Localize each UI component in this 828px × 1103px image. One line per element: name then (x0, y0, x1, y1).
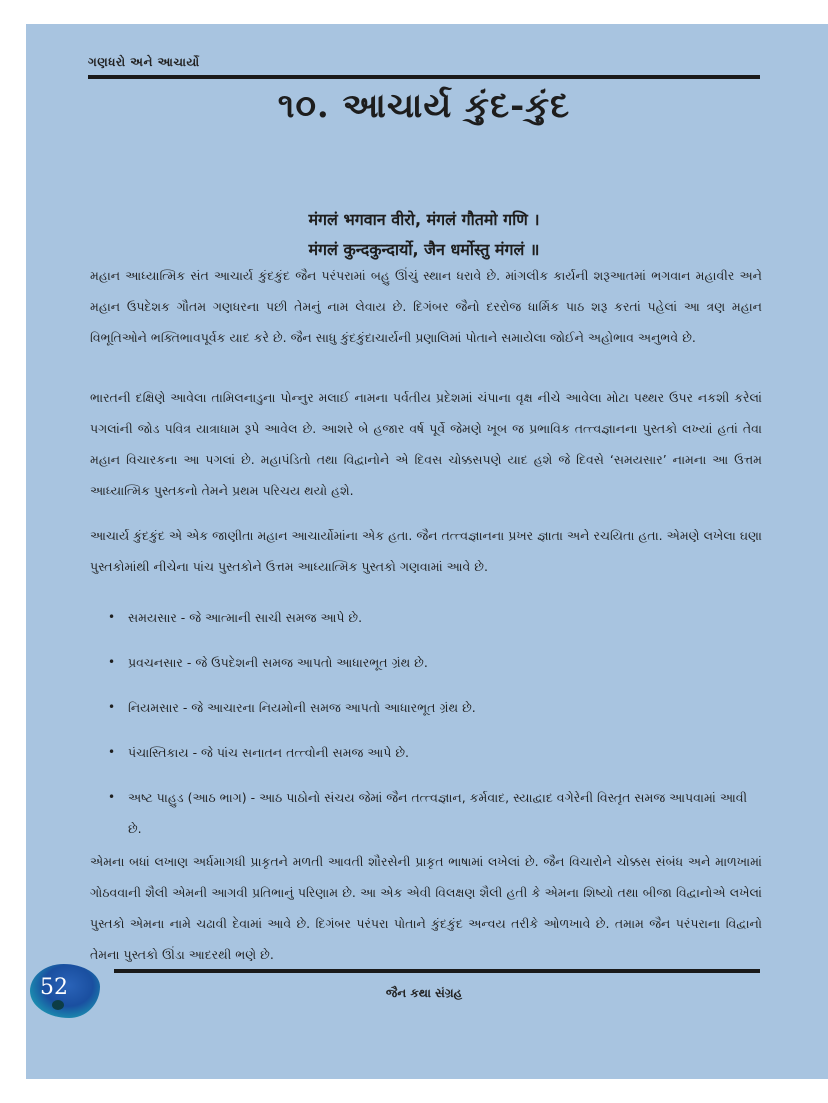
list-item (106, 602, 756, 633)
bullet-icon: • (108, 790, 116, 804)
paragraph-intro: મહાન આધ્યાત્મિક સંત આચાર્ય કુંદકુંદ જૈન પરંપરામાં બહુ ઊંચું સ્થાન ધરાવે છે. માંગલીક કાર્યની શરૂઆતમાં ભગવાન મહાવીર અને મહાન ઉપદેશક ગૌતમ ગણધરના પછી તેમનું નામ લેવાય છે. દિગંબર જૈનો દરરોજ ધાર્મિક પાઠ શરૂ કરતાં પહેલાં આ ત્રણ મહાન વિભૂતિઓને ભક્તિભાવપૂર્વક યાદ કરે છે. જૈન સાધુ કુંદકુંદાચાર્યની પ્રણાલિમાં પોતાને સમાયેલા જોઈને અહોભાવ અનુભવે છે. (90, 268, 762, 345)
paragraph-writing-style: એમના બધાં લખાણ અર્ધમાગધી પ્રાકૃતને મળતી આવતી શૌરસેની પ્રાકૃત ભાષામાં લખેલાં છે. જૈન વિચારોને ચોક્કસ સંબંધ અને માળખામાં ગોઠવવાની શૈલી એમની આગવી પ્રતિભાનું પરિણામ છે. આ એક એવી વિલક્ષણ શૈલી હતી કે એમના શિષ્યો તથા બીજા વિદ્વાનોએ લખેલાં પુસ્તકો એમના નામે ચઢાવી દેવામાં આવે છે. દિગંબર પરંપરા પોતાને કુંદકુંદ અન્વય તરીકે ઓળખાવે છે. તમામ જૈન પરંપરાના વિદ્વાનો તેમના પુસ્તકો ઊંડા આદરથી ભણે છે. (90, 854, 762, 962)
chapter-title: ૧૦. આચાર્ય કુંદ-કુંદ (277, 86, 571, 126)
section-header-label: ગણધરો અને આચાર્યો (88, 55, 200, 69)
list-item-text: નિયમસાર - જે આચારના નિયમોની સમજ આપતો આધારભૂત ગ્રંથ છે. (128, 700, 476, 715)
list-item-text: પંચાસ્તિકાય - જે પાંચ સનાતન તત્ત્વોની સમજ આપે છે. (128, 745, 409, 760)
list-item (106, 647, 756, 678)
list-item (106, 737, 756, 768)
book-list (106, 602, 756, 858)
paragraph-footprints: ભારતની દક્ષિણે આવેલા તામિલનાડુના પોન્નુર મલાઈ નામના પર્વતીય પ્રદેશમાં ચંપાના વૃક્ષ નીચે આવેલા મોટા પથ્થર ઉપર નકશી કરેલાં પગલાંની જોડ પવિત્ર યાત્રાધામ રૂપે આવેલ છે. આશરે બે હજાર વર્ષ પૂર્વે જેમણે ખૂબ જ પ્રભાવિક તત્ત્વજ્ઞાનના પુસ્તકો લખ્યાં હતાં તેવા મહાન વિચારકના આ પગલાં છે. મહાપંડિતો તથા વિદ્વાનોને એ દિવસ ચોક્કસપણે યાદ હશે જે દિવસે ‘સમયસાર’ નામના આ ઉત્તમ આધ્યાત્મિક પુસ્તકનો તેમને પ્રથમ પરિચય થયો હશે. (90, 390, 762, 498)
blob-hole-decoration (52, 1000, 64, 1010)
page-number: 52 (40, 975, 68, 1000)
list-item (106, 692, 756, 723)
paragraph-books-intro: આચાર્ય કુંદકુંદ એ એક જાણીતા મહાન આચાર્યોમાંના એક હતા. જૈન તત્ત્વજ્ઞાનના પ્રખર જ્ઞાતા અને રચયિતા હતા. એમણે લખેલા ઘણા પુસ્તકોમાંથી નીચેના પાંચ પુસ્તકોને ઉત્તમ આધ્યાત્મિક પુસ્તકો ગણવામાં આવે છે. (90, 528, 762, 574)
list-item-text: સમયસાર - જે આત્માની સાચી સમજ આપે છે. (128, 610, 363, 625)
list-item (106, 782, 756, 844)
footer-rule (114, 969, 760, 973)
header-rule (88, 75, 760, 79)
bullet-icon: • (108, 655, 116, 669)
list-item-text: અષ્ટ પાહુડ (આઠ ભાગ) - આઠ પાઠોનો સંચય જેમાં જૈન તત્ત્વજ્ઞાન, કર્મવાદ, સ્યાદ્વાદ વગેરેની વિસ્તૃત સમજ આપવામાં આવી છે. (128, 790, 748, 836)
invocation-verse (88, 205, 760, 265)
invocation-line-1: मंगलं भगवान वीरो, मंगलं गौतमो गणि । (308, 210, 540, 229)
invocation-line-2: मंगलं कुन्दकुन्दार्यो, जैन धर्मोस्तु मंगलं ॥ (308, 240, 540, 259)
list-item-text: પ્રવચનસાર - જે ઉપદેશની સમજ આપતો આધારભૂત ગ્રંથ છે. (128, 655, 428, 670)
bullet-icon: • (108, 745, 116, 759)
footer-book-title: જૈન કથા સંગ્રહ (385, 986, 463, 1000)
bullet-icon: • (108, 700, 116, 714)
bullet-icon: • (108, 610, 116, 624)
